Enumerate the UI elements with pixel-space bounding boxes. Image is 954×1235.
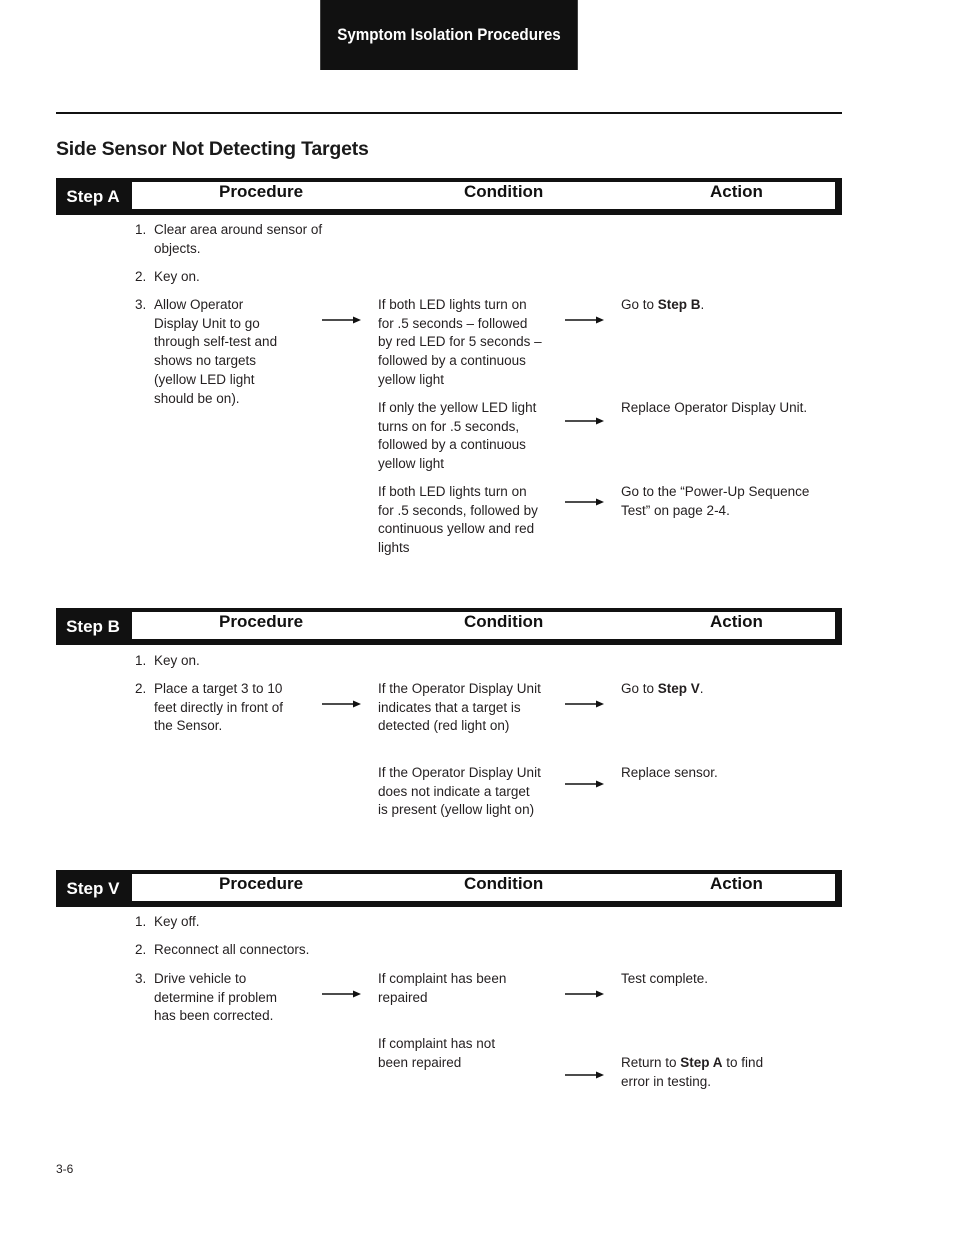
step-b-proc-1: Key on. <box>154 653 200 668</box>
condition-header: Condition <box>464 182 544 201</box>
step-a-proc-1: Clear area around sensor of objects. <box>154 222 323 256</box>
step-b-label: Step B <box>66 616 120 636</box>
step-v-link: Step V <box>657 681 700 696</box>
step-a-proc-2-number: 2. <box>135 269 147 284</box>
header-tab <box>320 0 578 70</box>
arrow-icon <box>565 779 605 789</box>
step-b-link: Step B <box>657 297 701 312</box>
step-v-proc-3-number: 3. <box>135 971 147 986</box>
step-b-condition-1: If the Operator Display Unit indicates that a target is detected (red light on) <box>378 681 541 734</box>
step-b-action-1: Go to Step V. <box>621 681 704 696</box>
arrow-icon <box>322 315 362 325</box>
step-a-proc-3-number: 3. <box>135 297 147 312</box>
arrow-icon <box>565 497 605 507</box>
step-v-label: Step V <box>66 878 120 898</box>
arrow-icon <box>565 315 605 325</box>
step-b-proc-2-number: 2. <box>135 681 147 696</box>
step-a-action-3: Go to the “Power-Up Sequence Test” on page 2-4. <box>621 484 810 518</box>
step-v-proc-2-number: 2. <box>135 942 147 957</box>
condition-header: Condition <box>464 874 544 893</box>
arrow-icon <box>565 416 605 426</box>
step-a-header <box>56 178 842 215</box>
step-a-proc-3: Allow Operator Display Unit to go through self-test and shows no targets (yellow LED light should be on). <box>154 297 278 406</box>
step-v-condition-2: If complaint has not been repaired <box>378 1036 496 1070</box>
action-header: Action <box>710 612 763 631</box>
header-rule <box>56 112 842 114</box>
step-a-proc-2: Key on. <box>154 269 200 284</box>
step-v-proc-2: Reconnect all connectors. <box>154 942 310 957</box>
step-v-action-2: Return to Step A to find error in testing. <box>621 1055 764 1089</box>
step-a-action-2: Replace Operator Display Unit. <box>621 400 808 415</box>
step-v-proc-1: Key off. <box>154 914 200 929</box>
action-header: Action <box>710 182 763 201</box>
condition-header: Condition <box>464 612 544 631</box>
arrow-icon <box>322 989 362 999</box>
step-a-condition-3: If both LED lights turn on for .5 seconds, followed by continuous yellow and red lights <box>378 484 538 556</box>
arrow-icon <box>565 1070 605 1080</box>
page-number: 3-6 <box>56 1162 74 1176</box>
step-b-action-2: Replace sensor. <box>621 765 718 780</box>
step-b-header <box>56 608 842 645</box>
step-a-condition-1: If both LED lights turn on for .5 seconds – followed by red LED for 5 seconds – followed by a continuous yellow light <box>378 297 542 387</box>
arrow-icon <box>322 699 362 709</box>
arrow-icon <box>565 699 605 709</box>
step-a-link: Step A <box>680 1055 723 1070</box>
step-v-condition-1: If complaint has been repaired <box>378 971 507 1005</box>
section-title: Side Sensor Not Detecting Targets <box>56 138 369 160</box>
procedure-header: Procedure <box>219 874 304 893</box>
step-v-action-1: Test complete. <box>621 971 709 986</box>
step-a-action-1: Go to Step B. <box>621 297 705 312</box>
step-b-proc-2: Place a target 3 to 10 feet directly in front of the Sensor. <box>154 681 284 734</box>
step-v-header <box>56 870 842 907</box>
step-v-proc-1-number: 1. <box>135 914 147 929</box>
procedure-header: Procedure <box>219 182 304 201</box>
step-b-condition-2: If the Operator Display Unit does not indicate a target is present (yellow light on) <box>378 765 541 818</box>
arrow-icon <box>565 989 605 999</box>
step-a-label: Step A <box>66 186 120 206</box>
action-header: Action <box>710 874 763 893</box>
step-b-proc-1-number: 1. <box>135 653 147 668</box>
step-v-proc-3: Drive vehicle to determine if problem has been corrected. <box>154 971 278 1024</box>
header-tab-label: Symptom Isolation Procedures <box>337 25 561 44</box>
step-a-condition-2: If only the yellow LED light turns on for .5 seconds, followed by a continuous yellow light <box>378 400 537 472</box>
step-a-proc-1-number: 1. <box>135 222 147 237</box>
procedure-header: Procedure <box>219 612 304 631</box>
